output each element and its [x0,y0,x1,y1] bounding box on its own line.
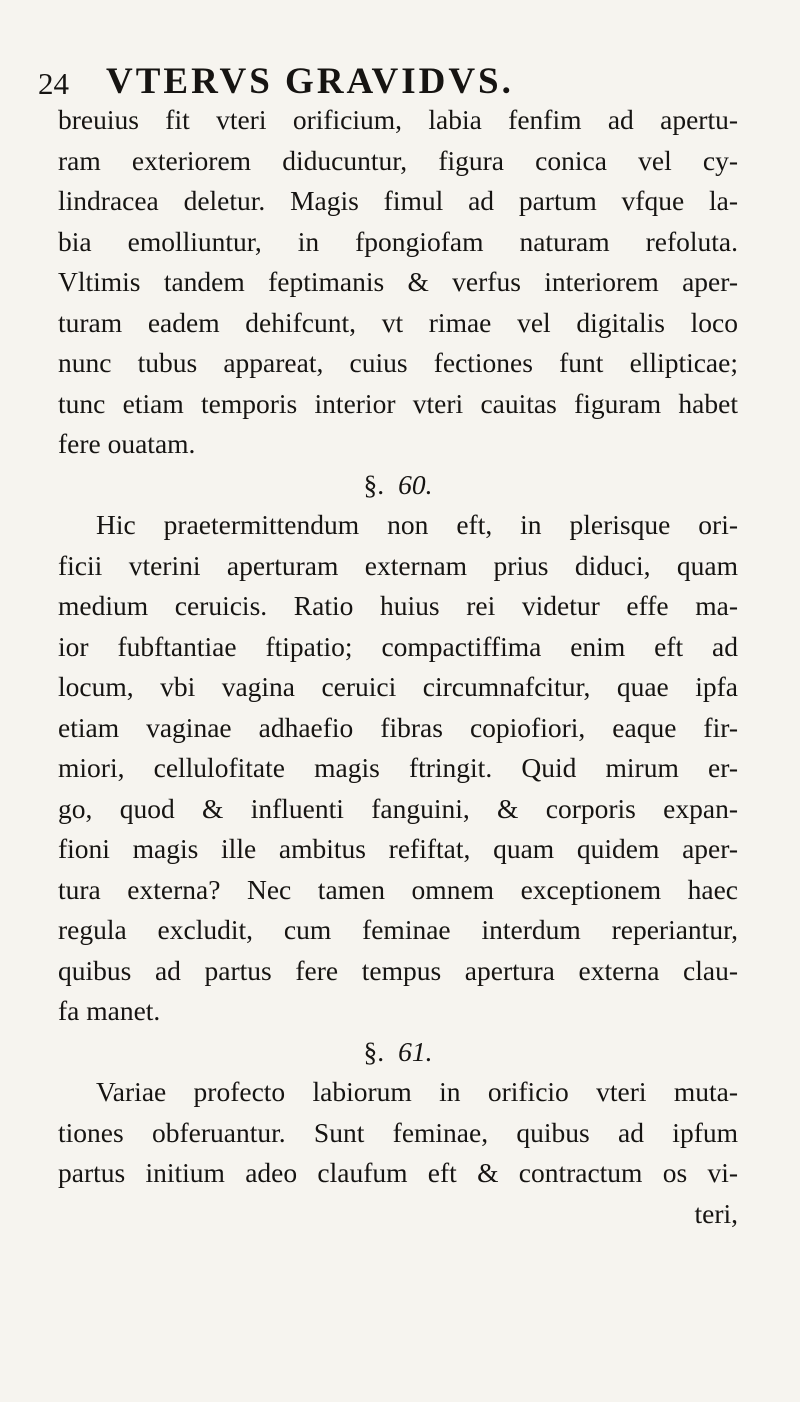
text-line: Hic praetermittendum non eft, in plerisque ori- [96,509,738,540]
text-line: tiones obferuantur. Sunt feminae, quibus ad ipfum [58,1116,738,1148]
section-number: 61. [398,1035,433,1067]
running-head: VTERVS GRAVIDVS. [106,61,514,102]
section-sign: §. [363,1035,385,1067]
text-line: miori, cellulofitate magis ftringit. Quid mirum er- [58,752,738,783]
text-line: fa manet. [58,995,161,1026]
section-sign: §. [363,468,385,500]
text-line: ram exteriorem diducuntur, figura conica vel cy- [58,144,738,176]
text-line: bia emolliuntur, in fpongiofam naturam refoluta. [58,225,738,257]
text-line: go, quod & influenti fanguini, & corporis expan- [58,792,738,824]
text-line: partus initium adeo claufum eft & contractum os vi- [58,1157,738,1188]
text-line: locum, vbi vagina ceruici circumnafcitur, quae ipfa [58,671,738,702]
text-line: nunc tubus appareat, cuius fectiones funt ellipticae; [58,347,738,378]
text-line: regula excludit, cum feminae interdum reperiantur, [58,914,738,945]
text-line: tura externa? Nec tamen omnem exceptionem haec [58,873,738,905]
section-heading [58,465,738,506]
text-line: medium ceruicis. Ratio huius rei videtur effe ma- [58,590,738,621]
text-line: fere ouatam. [58,428,196,459]
body-text [58,100,738,1234]
text-line: turam eadem dehifcunt, vt rimae vel digitalis loco [58,306,738,338]
catchword: teri, [694,1197,738,1229]
text-line: ficii vterini aperturam externam prius diduci, quam [58,549,738,581]
text-line: tunc etiam temporis interior vteri cauitas figuram habet [58,387,738,419]
text-line: fioni magis ille ambitus refiftat, quam quidem aper- [58,833,738,864]
section-heading [58,1032,738,1073]
text-line: Variae profecto labiorum in orificio vteri muta- [96,1076,738,1107]
section-number: 60. [398,468,433,500]
text-line: Vltimis tandem feptimanis & verfus interiorem aper- [58,266,738,297]
text-line: quibus ad partus fere tempus apertura externa clau- [58,954,738,986]
text-line: etiam vaginae adhaefio fibras copiofiori, eaque fir- [58,711,738,743]
text-line: ior fubftantiae ftipatio; compactiffima enim eft ad [58,630,738,662]
text-line: breuius fit vteri orificium, labia fenfim ad apertu- [58,104,738,135]
page-number: 24 [38,66,69,101]
text-line: lindracea deletur. Magis fimul ad partum vfque la- [58,185,738,216]
